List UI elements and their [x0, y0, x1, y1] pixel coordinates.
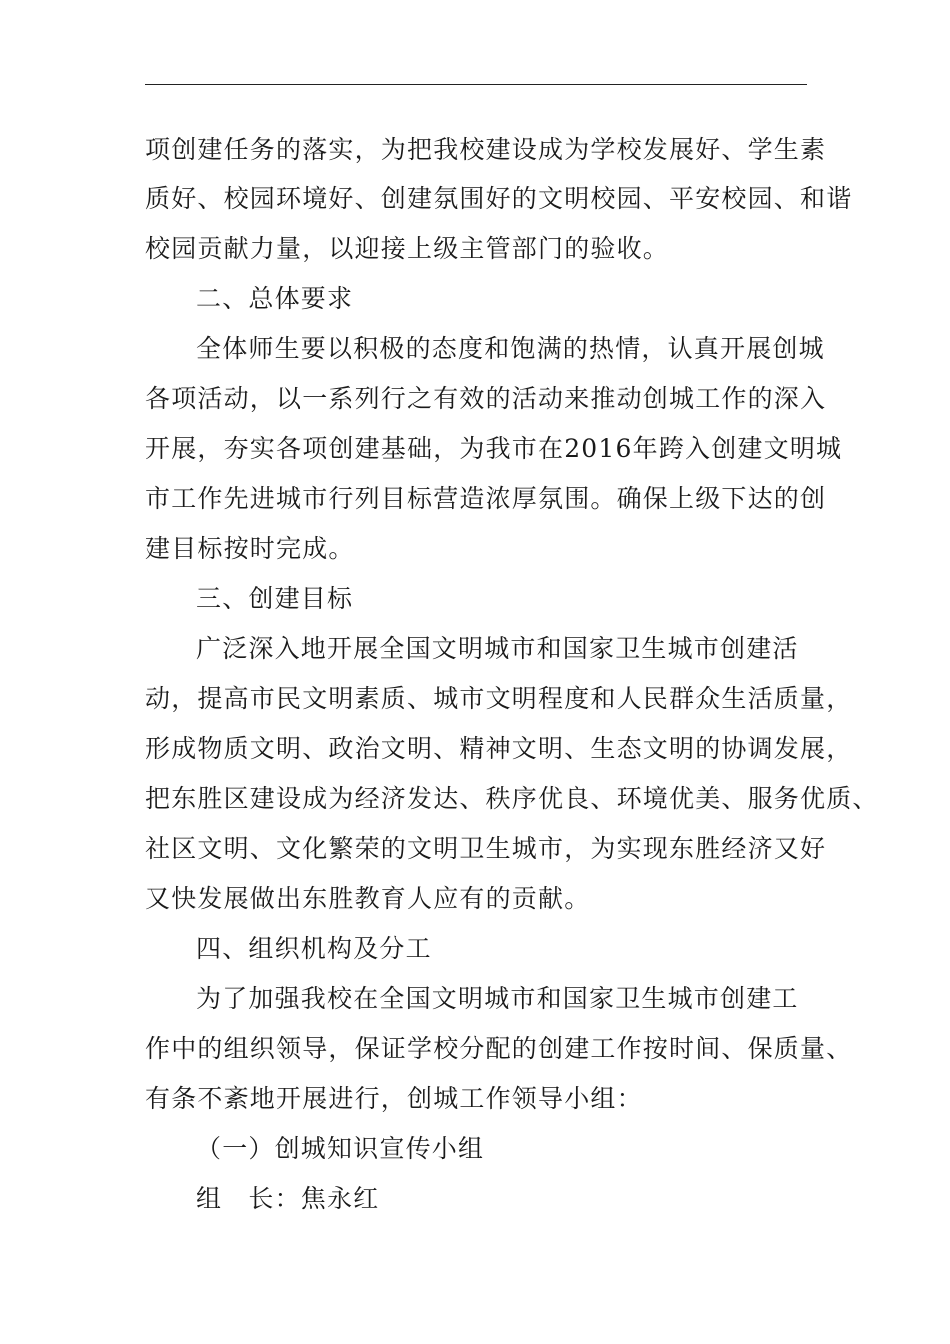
text-line: 项创建任务的落实，为把我校建设成为学校发展好、学生素	[145, 135, 827, 164]
text-line: 作中的组织领导，保证学校分配的创建工作按时间、保质量、	[145, 1034, 853, 1063]
text-line: 开展，夯实各项创建基础，为我市在2016年跨入创建文明城	[145, 434, 843, 463]
section-heading: 二、总体要求	[196, 284, 354, 313]
text-line: 广泛深入地开展全国文明城市和国家卫生城市创建活	[196, 634, 799, 663]
text-line: 形成物质文明、政治文明、精神文明、生态文明的协调发展，	[145, 734, 853, 763]
text-line: 质好、校园环境好、创建氛围好的文明校园、平安校园、和谐	[145, 184, 853, 213]
section-heading: 三、创建目标	[196, 584, 354, 613]
text-line: 社区文明、文化繁荣的文明卫生城市，为实现东胜经济又好	[145, 834, 827, 863]
text-line: 又快发展做出东胜教育人应有的贡献。	[145, 884, 591, 913]
text-line: 有条不紊地开展进行，创城工作领导小组：	[145, 1084, 643, 1113]
text-line: 组 长：焦永红	[196, 1184, 380, 1213]
section-heading: 四、组织机构及分工	[196, 934, 432, 963]
text-line: 动，提高市民文明素质、城市文明程度和人民群众生活质量，	[145, 684, 853, 713]
text-line: 为了加强我校在全国文明城市和国家卫生城市创建工	[196, 984, 799, 1013]
text-line: 市工作先进城市行列目标营造浓厚氛围。确保上级下达的创	[145, 484, 827, 513]
text-line: 校园贡献力量，以迎接上级主管部门的验收。	[145, 234, 670, 263]
text-line: 把东胜区建设成为经济发达、秩序优良、环境优美、服务优质、	[145, 784, 879, 813]
text-line: 建目标按时完成。	[145, 534, 355, 563]
subsection-heading: （一）创城知识宣传小组	[196, 1134, 485, 1163]
header-rule	[145, 84, 807, 85]
text-line: 各项活动，以一系列行之有效的活动来推动创城工作的深入	[145, 384, 827, 413]
text-line: 全体师生要以积极的态度和饱满的热情，认真开展创城	[196, 334, 825, 363]
